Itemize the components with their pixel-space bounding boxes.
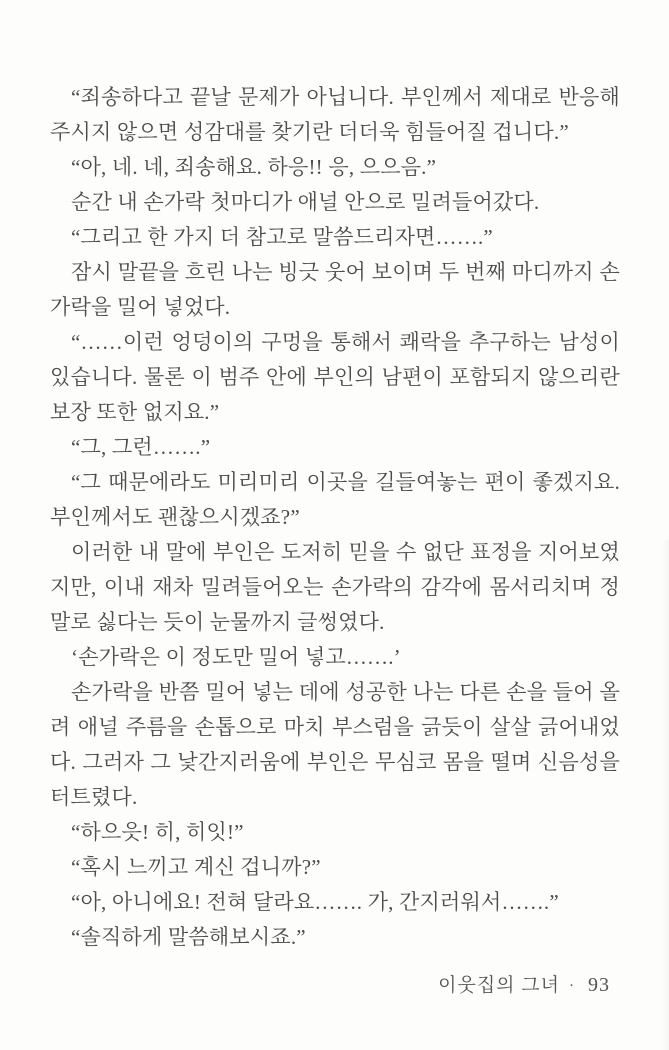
body-text xyxy=(50,80,620,955)
footer-separator: · xyxy=(569,978,575,994)
book-title: 이웃집의 그녀 xyxy=(438,975,560,996)
paragraph: “그리고 한 가지 더 참고로 말씀드리자면…….” xyxy=(71,225,493,249)
paragraph: ‘손가락은 이 정도만 밀어 넣고…….’ xyxy=(71,645,401,669)
paragraph: 잠시 말끝을 흐린 나는 빙긋 웃어 보이며 두 번째 마디까지 손가락을 밀어 넣었다. xyxy=(50,260,620,319)
paragraph: “아, 네. 네, 죄송해요. 하응!! 응, 으으음.” xyxy=(71,155,437,179)
paragraph: “하으읏! 히, 히잇!” xyxy=(71,820,244,844)
scan-edge-artifact xyxy=(662,540,669,1050)
page-number: 93 xyxy=(588,974,610,996)
paragraph: 이러한 내 말에 부인은 도저히 믿을 수 없단 표정을 지어보였지만, 이내 재차 밀려들어오는 손가락의 감각에 몸서리치며 정말로 싫다는 듯이 눈물까지 글썽였다. xyxy=(50,540,620,634)
paragraph: “그, 그런…….” xyxy=(71,435,211,459)
paragraph: 순간 내 손가락 첫마디가 애널 안으로 밀려들어갔다. xyxy=(71,190,540,214)
paragraph: “……이런 엉덩이의 구멍을 통해서 쾌락을 추구하는 남성이 있습니다. 물론 이 범주 안에 부인의 남편이 포함되지 않으리란 보장 또한 없지요.” xyxy=(50,330,620,424)
paragraph: “아, 아니에요! 전혀 달라요……. 가, 간지러워서…….” xyxy=(71,890,559,914)
paragraph: 손가락을 반쯤 밀어 넣는 데에 성공한 나는 다른 손을 들어 올려 애널 주름을 손톱으로 마치 부스럼을 긁듯이 살살 긁어내었다. 그러자 그 낯간지러움에 부인은 무심코 몸을 떨며 신음성을 터트렸다. xyxy=(50,680,620,809)
footer xyxy=(50,970,610,997)
paragraph: “솔직하게 말씀해보시죠.” xyxy=(71,925,306,949)
paragraph: “죄송하다고 끝날 문제가 아닙니다. 부인께서 제대로 반응해 주시지 않으면 성감대를 찾기란 더더욱 힘들어질 겁니다.” xyxy=(50,85,620,144)
paragraph: “그 때문에라도 미리미리 이곳을 길들여놓는 편이 좋겠지요. 부인께서도 괜찮으시겠죠?” xyxy=(50,470,620,529)
paragraph: “혹시 느끼고 계신 겁니까?” xyxy=(71,855,321,879)
